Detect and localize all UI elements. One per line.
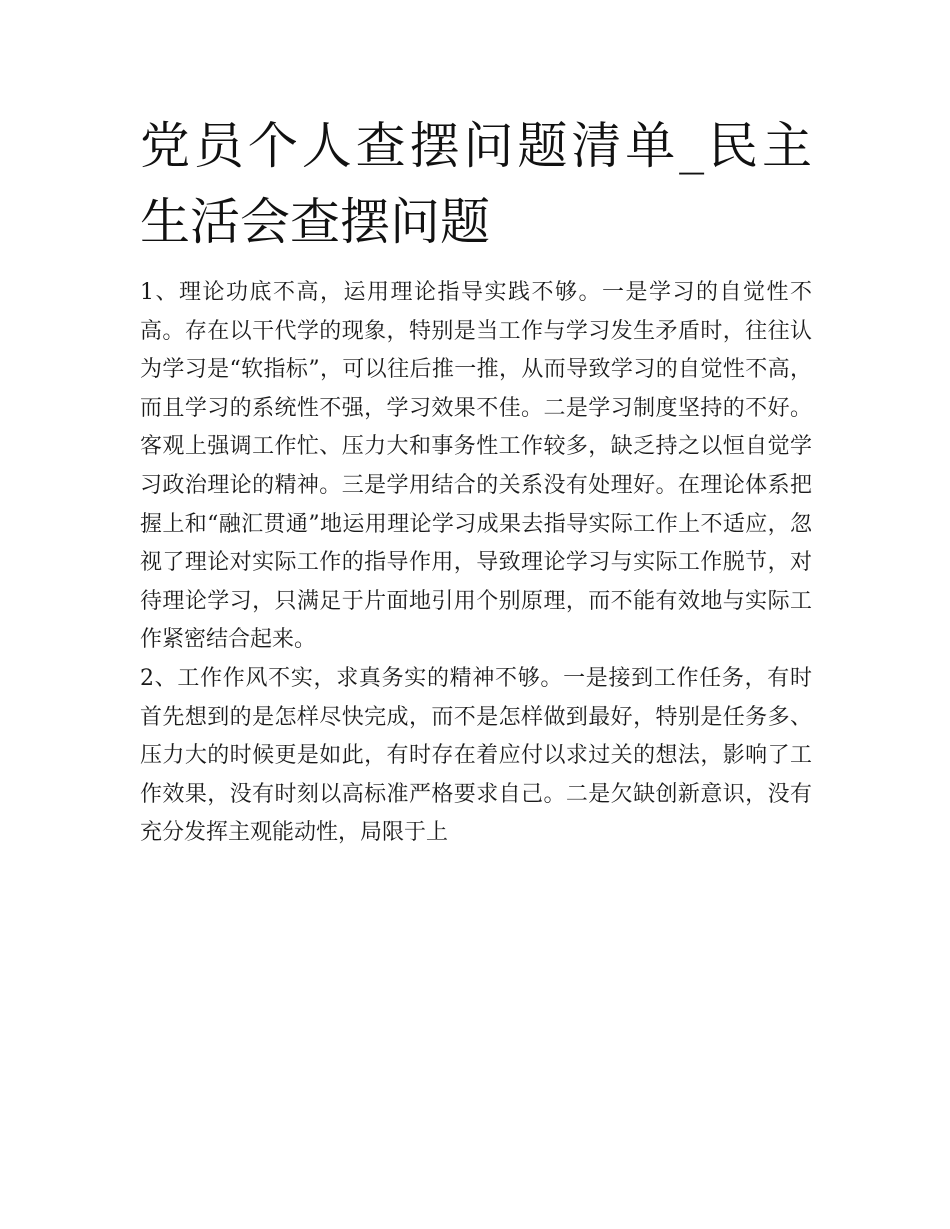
paragraph-2: 2、工作作风不实，求真务实的精神不够。一是接到工作任务，有时首先想到的是怎样尽快完成，而不是怎样做到最好，特别是任务多、压力大的时候更是如此，有时存在着应付以求过关的想法，影响了工作效果，没有时刻以高标准严格要求自己。二是欠缺创新意识，没有充分发挥主观能动性，局限于上 [140,665,812,846]
paragraph-1: 1、理论功底不高，运用理论指导实践不够。一是学习的自觉性不高。存在以干代学的现象，特别是当工作与学习发生矛盾时，往往认为学习是“软指标”，可以往后推一推，从而导致学习的自觉性不高，而且学习的系统性不强，学习效果不佳。二是学习制度坚持的不好。客观上强调工作忙、压力大和事务性工作较多，缺乏持之以恒自觉学习政治理论的精神。三是学用结合的关系没有处理好。在理论体系把握上和“融汇贯通”地运用理论学习成果去指导实际工作上不适应，忽视了理论对实际工作的指导作用，导致理论学习与实际工作脱节，对待理论学习，只满足于片面地引用个别原理，而不能有效地与实际工作紧密结合起来。 [140,280,812,653]
document-body [140,108,812,853]
document-title: 党员个人查摆问题清单_民主生活会查摆问题 [140,117,812,251]
